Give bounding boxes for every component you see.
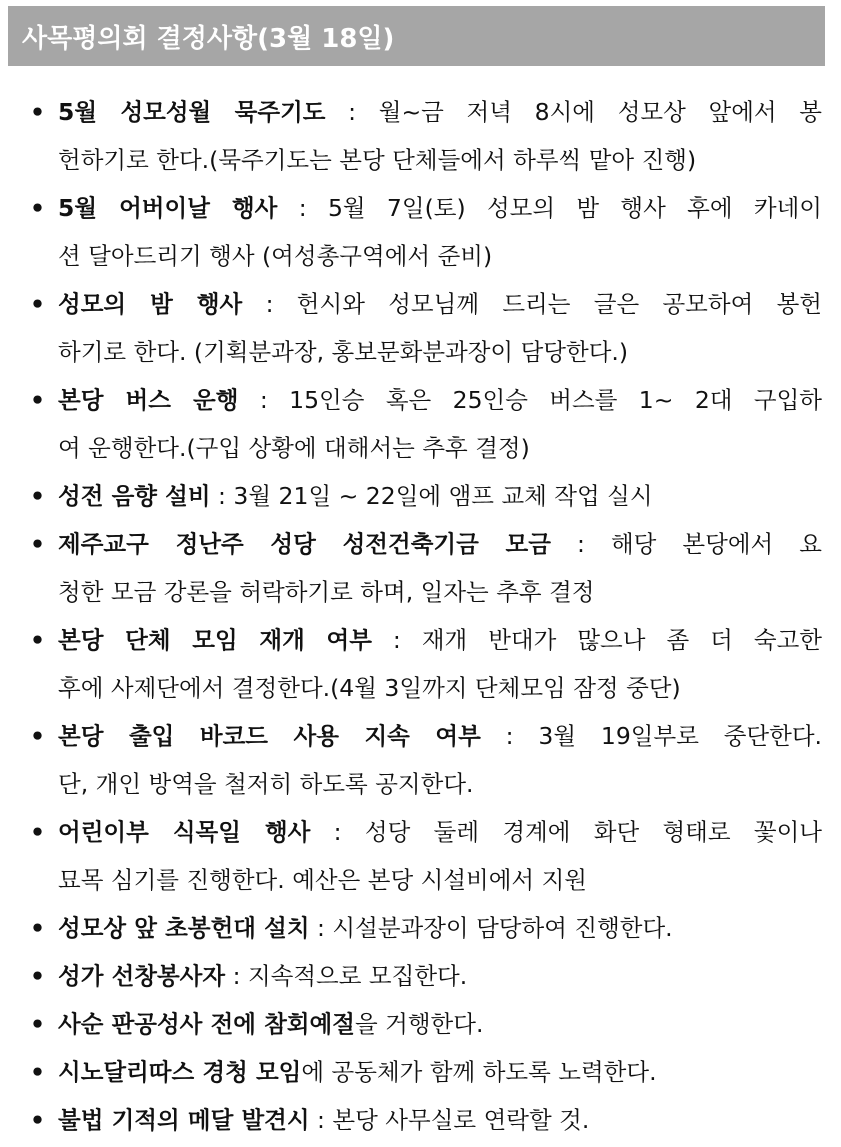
item-line	[58, 376, 822, 424]
list-item	[22, 280, 822, 376]
item-text: : 월~금 저녁 8시에 성모상 앞에서 봉	[325, 98, 822, 126]
item-line	[58, 520, 822, 568]
list-item	[22, 1000, 822, 1048]
item-text: : 재개 반대가 많으나 좀 더 숙고한	[371, 626, 822, 654]
bullet-icon: •	[30, 98, 46, 126]
item-text: 에 공동체가 함께 하도록 노력한다.	[301, 1058, 657, 1086]
item-text: : 본당 사무실로 연락할 것.	[309, 1106, 590, 1134]
item-title: 성모상 앞 초봉헌대 설치	[58, 914, 310, 942]
list-item	[22, 376, 822, 472]
item-line	[58, 616, 822, 664]
item-title: 사순 판공성사 전에 참회예절	[58, 1010, 355, 1038]
item-title: 본당 버스 운행	[58, 386, 239, 414]
bullet-icon: •	[30, 1010, 46, 1038]
item-line	[58, 1096, 822, 1144]
bullet-icon: •	[30, 962, 46, 990]
item-text-continued: 후에 사제단에서 결정한다.(4월 3일까지 단체모임 잠정 중단)	[58, 674, 681, 702]
item-line	[58, 1048, 822, 1096]
item-line	[58, 280, 822, 328]
list-item	[22, 472, 822, 520]
item-title: 제주교구 정난주 성당 성전건축기금 모금	[58, 530, 551, 558]
item-line	[58, 1000, 822, 1048]
list-item	[22, 520, 822, 616]
item-text: : 시설분과장이 담당하여 진행한다.	[309, 914, 673, 942]
item-line	[58, 808, 822, 856]
list-item	[22, 1096, 822, 1144]
item-title: 5월 어버이날 행사	[58, 194, 278, 222]
bullet-icon: •	[30, 818, 46, 846]
item-text-continued: 청한 모금 강론을 허락하기로 하며, 일자는 추후 결정	[58, 578, 595, 606]
bullet-icon: •	[30, 1058, 46, 1086]
list-item	[22, 904, 822, 952]
bullet-icon: •	[30, 482, 46, 510]
section-header	[8, 6, 825, 66]
item-text: : 성당 둘레 경계에 화단 형태로 꽃이나	[310, 818, 822, 846]
bullet-icon: •	[30, 194, 46, 222]
decision-list	[22, 88, 822, 1144]
list-item	[22, 712, 822, 808]
bullet-icon: •	[30, 1106, 46, 1134]
bullet-icon: •	[30, 626, 46, 654]
item-title: 불법 기적의 메달 발견시	[58, 1106, 310, 1134]
list-item	[22, 808, 822, 904]
item-title: 성전 음향 설비	[58, 482, 211, 510]
item-title: 시노달리따스 경청 모임	[58, 1058, 302, 1086]
item-line	[58, 952, 822, 1000]
item-line	[58, 904, 822, 952]
list-item	[22, 952, 822, 1000]
list-item	[22, 184, 822, 280]
item-text-continued: 헌하기로 한다.(묵주기도는 본당 단체들에서 하루씩 맡아 진행)	[58, 146, 697, 174]
item-text: 을 거행한다.	[354, 1010, 484, 1038]
item-title: 5월 성모성월 묵주기도	[58, 98, 326, 126]
item-line	[58, 712, 822, 760]
list-item	[22, 88, 822, 184]
item-text-continued: 묘목 심기를 진행한다. 예산은 본당 시설비에서 지원	[58, 866, 588, 894]
bullet-icon: •	[30, 914, 46, 942]
bullet-icon: •	[30, 530, 46, 558]
item-text: : 15인승 혹은 25인승 버스를 1~ 2대 구입하	[238, 386, 822, 414]
item-line	[58, 88, 822, 136]
item-text-continued: 여 운행한다.(구입 상황에 대해서는 추후 결정)	[58, 434, 530, 462]
item-text: : 5월 7일(토) 성모의 밤 행사 후에 카네이	[277, 194, 823, 222]
bullet-icon: •	[30, 290, 46, 318]
item-text: : 해당 본당에서 요	[550, 530, 822, 558]
list-item	[22, 1048, 822, 1096]
bullet-icon: •	[30, 386, 46, 414]
item-title: 성모의 밤 행사	[58, 290, 243, 318]
item-text: : 지속적으로 모집한다.	[225, 962, 468, 990]
item-title: 본당 단체 모임 재개 여부	[58, 626, 372, 654]
item-line	[58, 184, 822, 232]
item-text-continued: 션 달아드리기 행사 (여성총구역에서 준비)	[58, 242, 493, 270]
item-title: 어린이부 식목일 행사	[58, 818, 311, 846]
item-line	[58, 472, 822, 520]
item-text: : 3월 19일부로 중단한다.	[480, 722, 822, 750]
bullet-icon: •	[30, 722, 46, 750]
header-title: 사목평의회 결정사항(3월 18일)	[22, 23, 395, 54]
item-title: 본당 출입 바코드 사용 지속 여부	[58, 722, 481, 750]
list-item	[22, 616, 822, 712]
item-title: 성가 선창봉사자	[58, 962, 226, 990]
item-text-continued: 하기로 한다. (기획분과장, 홍보문화분과장이 담당한다.)	[58, 338, 629, 366]
item-text: : 헌시와 성모님께 드리는 글은 공모하여 봉헌	[242, 290, 822, 318]
item-text-continued: 단, 개인 방역을 철저히 하도록 공지한다.	[58, 770, 474, 798]
item-text: : 3월 21일 ~ 22일에 앰프 교체 작업 실시	[210, 482, 653, 510]
